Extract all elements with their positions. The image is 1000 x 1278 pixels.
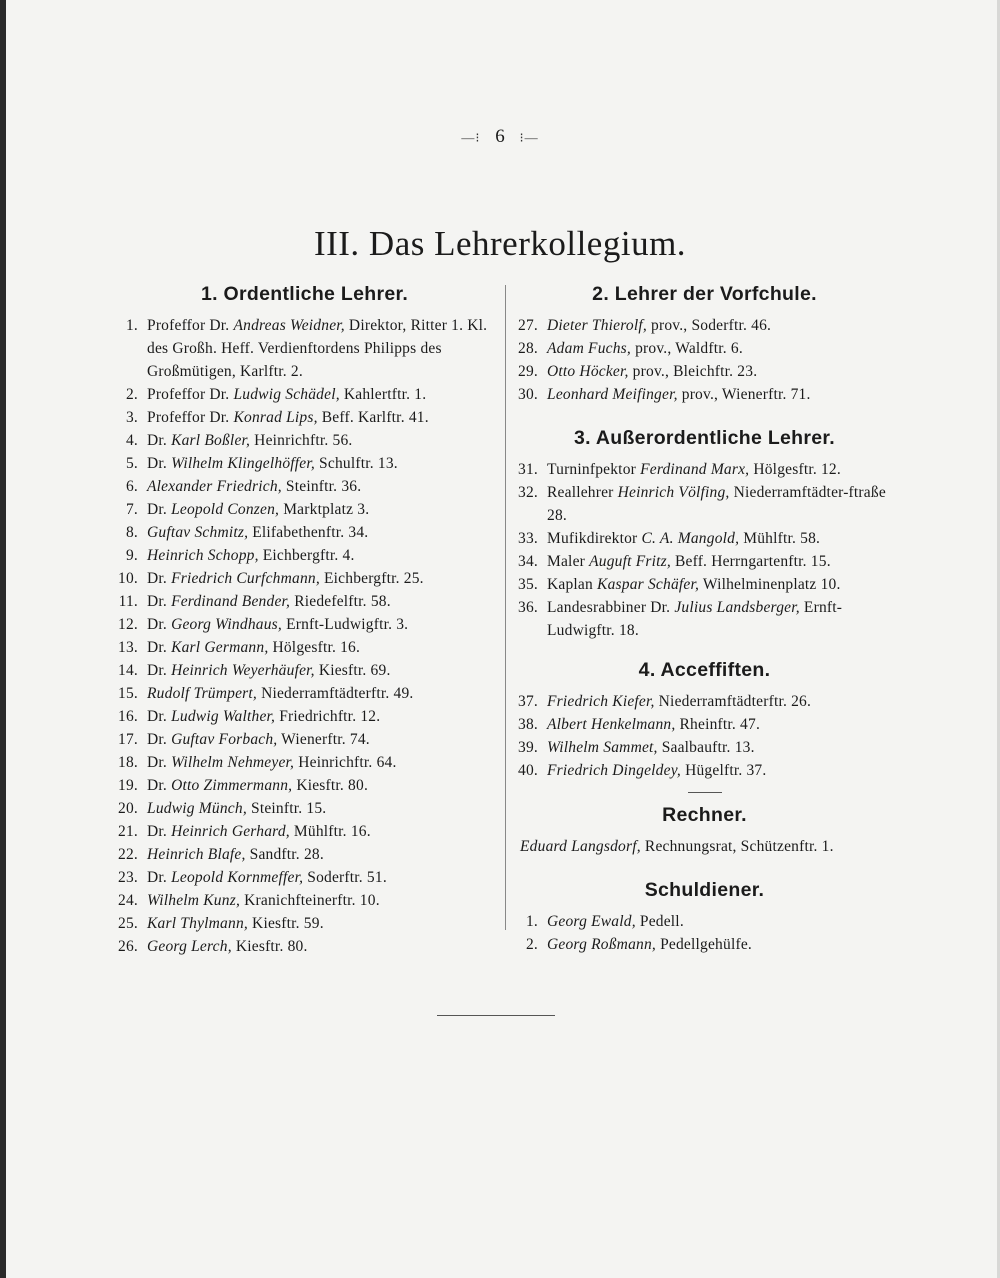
entry-details: Steinftr. 15. bbox=[246, 800, 327, 817]
entry-number: 30. bbox=[518, 386, 538, 403]
entry-name: Leopold Conzen, bbox=[171, 501, 280, 518]
entry-number: 2. bbox=[125, 386, 138, 403]
left-column bbox=[112, 280, 497, 958]
entry-title: Maler bbox=[547, 553, 590, 570]
list-item bbox=[512, 481, 897, 527]
section-heading-accessisten: 4. Acceffiften. bbox=[638, 659, 771, 681]
entry-number: 34. bbox=[518, 553, 538, 570]
entry-title: Mufikdirektor bbox=[547, 530, 642, 547]
entry-number: 35. bbox=[518, 576, 538, 593]
section-heading-rechner: Rechner. bbox=[662, 804, 747, 826]
entry-details: Marktplatz 3. bbox=[279, 501, 370, 518]
entry-title: Dr. bbox=[147, 432, 172, 449]
entry-details: Hölgesftr. 16. bbox=[268, 639, 361, 656]
list-item bbox=[112, 682, 497, 705]
entry-title: Profeffor Dr. bbox=[147, 409, 234, 426]
entry-name: Heinrich Gerhard, bbox=[171, 823, 290, 840]
short-divider bbox=[688, 792, 722, 793]
entry-name: Auguft Fritz, bbox=[589, 553, 671, 570]
list-item bbox=[112, 406, 497, 429]
entry-title: Reallehrer bbox=[547, 484, 618, 501]
entry-details: Hügelftr. 37. bbox=[681, 762, 767, 779]
entry-number: 1. bbox=[125, 317, 138, 334]
entry-details: Kahlertftr. 1. bbox=[339, 386, 427, 403]
entry-number: 38. bbox=[518, 716, 538, 733]
entry-name: Karl Thylmann, bbox=[147, 915, 248, 932]
entry-number: 40. bbox=[518, 762, 538, 779]
entry-details: prov., Soderftr. 46. bbox=[646, 317, 772, 334]
entry-name: Otto Zimmermann, bbox=[171, 777, 293, 794]
section-heading-ausserordentliche: 3. Außerordentliche Lehrer. bbox=[574, 427, 835, 449]
section-heading-vorschule: 2. Lehrer der Vorfchule. bbox=[592, 283, 817, 305]
entry-title: Dr. bbox=[147, 662, 172, 679]
entry-details: Schulftr. 13. bbox=[314, 455, 398, 472]
entry-details: Riedefelftr. 58. bbox=[290, 593, 391, 610]
entry-details: Kiesftr. 69. bbox=[314, 662, 391, 679]
entry-number: 15. bbox=[118, 685, 138, 702]
entry-details: Mühlftr. 16. bbox=[289, 823, 371, 840]
list-item bbox=[112, 659, 497, 682]
entry-name: Alexander Friedrich, bbox=[147, 478, 282, 495]
entry-details: prov., Bleichftr. 23. bbox=[628, 363, 758, 380]
list-item bbox=[112, 475, 497, 498]
entry-name: Heinrich Schopp, bbox=[147, 547, 259, 564]
entry-details: Eichbergftr. 25. bbox=[319, 570, 424, 587]
list-item bbox=[112, 912, 497, 935]
entry-number: 11. bbox=[118, 593, 138, 610]
entry-name: Andreas Weidner, bbox=[233, 317, 345, 334]
list-item bbox=[512, 933, 897, 956]
entry-name: Heinrich Völfing, bbox=[617, 484, 730, 501]
list-vorschule bbox=[512, 314, 897, 406]
rechner-name: Eduard Langsdorf, bbox=[520, 838, 641, 855]
entry-number: 21. bbox=[118, 823, 138, 840]
entry-name: Rudolf Trümpert, bbox=[147, 685, 257, 702]
bottom-divider bbox=[437, 1015, 555, 1016]
entry-name: Ludwig Walther, bbox=[171, 708, 276, 725]
list-schuldiener bbox=[512, 910, 897, 956]
entry-number: 33. bbox=[518, 530, 538, 547]
list-item bbox=[512, 314, 897, 337]
list-item bbox=[112, 774, 497, 797]
entry-name: Konrad Lips, bbox=[233, 409, 318, 426]
list-item bbox=[512, 337, 897, 360]
entry-name: Wilhelm Kunz, bbox=[147, 892, 241, 909]
list-item bbox=[112, 935, 497, 958]
list-item bbox=[512, 527, 897, 550]
entry-details: Wilhelminenplatz 10. bbox=[699, 576, 841, 593]
entry-number: 37. bbox=[518, 693, 538, 710]
entry-name: Dieter Thierolf, bbox=[547, 317, 647, 334]
entry-details: Sandftr. 28. bbox=[245, 846, 324, 863]
list-item bbox=[512, 360, 897, 383]
entry-name: Albert Henkelmann, bbox=[547, 716, 676, 733]
entry-name: Julius Landsberger, bbox=[674, 599, 800, 616]
entry-number: 17. bbox=[118, 731, 138, 748]
entry-number: 12. bbox=[118, 616, 138, 633]
entry-number: 13. bbox=[118, 639, 138, 656]
list-item bbox=[112, 728, 497, 751]
list-item bbox=[112, 820, 497, 843]
list-item bbox=[112, 567, 497, 590]
entry-details: Elifabethenftr. 34. bbox=[248, 524, 369, 541]
entry-title: Profeffor Dr. bbox=[147, 386, 234, 403]
entry-name: Ferdinand Bender, bbox=[171, 593, 291, 610]
entry-title: Dr. bbox=[147, 639, 172, 656]
section-heading-schuldiener: Schuldiener. bbox=[644, 879, 765, 901]
entry-details: Wienerftr. 74. bbox=[277, 731, 370, 748]
entry-details: Mühlftr. 58. bbox=[739, 530, 821, 547]
entry-number: 1. bbox=[525, 913, 538, 930]
entry-details: Niederramftädterftr. 26. bbox=[654, 693, 812, 710]
entry-name: Ferdinand Marx, bbox=[640, 461, 750, 478]
entry-number: 28. bbox=[518, 340, 538, 357]
entry-details: Saalbauftr. 13. bbox=[657, 739, 755, 756]
entry-number: 7. bbox=[125, 501, 138, 518]
list-item bbox=[112, 383, 497, 406]
list-item bbox=[112, 705, 497, 728]
entry-title: Dr. bbox=[147, 708, 172, 725]
entry-number: 16. bbox=[118, 708, 138, 725]
entry-title: Dr. bbox=[147, 455, 172, 472]
list-item bbox=[112, 636, 497, 659]
entry-number: 18. bbox=[118, 754, 138, 771]
entry-details: Niederramftädterftr. 49. bbox=[257, 685, 414, 702]
entry-name: Wilhelm Klingelhöffer, bbox=[171, 455, 315, 472]
list-item bbox=[112, 866, 497, 889]
entry-name: Leonhard Meifinger, bbox=[547, 386, 678, 403]
entry-name: Adam Fuchs, bbox=[547, 340, 631, 357]
entry-name: Karl Boßler, bbox=[171, 432, 251, 449]
list-item bbox=[112, 613, 497, 636]
entry-title: Kaplan bbox=[547, 576, 598, 593]
list-item bbox=[112, 889, 497, 912]
entry-details: Kiesftr. 80. bbox=[231, 938, 308, 955]
entry-number: 22. bbox=[118, 846, 138, 863]
entry-details: Direktor, Ritter 1. Kl. des Großh. Heff. Verdienftordens Philipps des Großmütigen, Karlftr. 2. bbox=[147, 317, 488, 380]
entry-number: 29. bbox=[518, 363, 538, 380]
list-item bbox=[112, 843, 497, 866]
entry-number: 36. bbox=[518, 599, 538, 616]
entry-details: Heinrichftr. 64. bbox=[294, 754, 397, 771]
entry-title: Dr. bbox=[147, 777, 172, 794]
entry-number: 9. bbox=[125, 547, 138, 564]
entry-name: Friedrich Dingeldey, bbox=[547, 762, 681, 779]
section-heading-ordentliche: 1. Ordentliche Lehrer. bbox=[200, 283, 409, 305]
entry-title: Dr. bbox=[147, 731, 172, 748]
entry-title: Dr. bbox=[147, 869, 172, 886]
entry-number: 4. bbox=[125, 432, 138, 449]
entry-number: 19. bbox=[118, 777, 138, 794]
entry-number: 24. bbox=[118, 892, 138, 909]
list-item bbox=[512, 736, 897, 759]
entry-name: Ludwig Schädel, bbox=[233, 386, 340, 403]
entry-details: Friedrichftr. 12. bbox=[275, 708, 381, 725]
entry-name: Friedrich Curfchmann, bbox=[171, 570, 320, 587]
list-item bbox=[512, 573, 897, 596]
list-item bbox=[512, 383, 897, 406]
right-column bbox=[512, 280, 897, 956]
entry-details: Niederramftädter-ftraße 28. bbox=[547, 484, 886, 524]
entry-details: Kiesftr. 80. bbox=[292, 777, 369, 794]
list-item bbox=[512, 550, 897, 573]
entry-title: Landesrabbiner Dr. bbox=[547, 599, 675, 616]
entry-details: Beff. Karlftr. 41. bbox=[317, 409, 429, 426]
entry-title: Turninfpektor bbox=[547, 461, 641, 478]
list-item bbox=[112, 314, 497, 383]
entry-details: prov., Waldftr. 6. bbox=[631, 340, 743, 357]
entry-number: 14. bbox=[118, 662, 138, 679]
entry-details: Soderftr. 51. bbox=[303, 869, 387, 886]
rechner-entry bbox=[512, 835, 897, 858]
entry-number: 39. bbox=[518, 739, 538, 756]
list-item bbox=[512, 690, 897, 713]
entry-name: Georg Lerch, bbox=[147, 938, 232, 955]
rechner-details: Rechnungsrat, Schützenftr. 1. bbox=[640, 838, 834, 855]
entry-details: Hölgesftr. 12. bbox=[749, 461, 841, 478]
entry-details: Eichbergftr. 4. bbox=[258, 547, 355, 564]
entry-details: Rheinftr. 47. bbox=[675, 716, 761, 733]
entry-title: Dr. bbox=[147, 754, 172, 771]
entry-number: 20. bbox=[118, 800, 138, 817]
entry-number: 10. bbox=[118, 570, 138, 587]
entry-number: 26. bbox=[118, 938, 138, 955]
entry-name: Georg Roßmann, bbox=[547, 936, 656, 953]
list-item bbox=[512, 910, 897, 933]
list-accessisten bbox=[512, 690, 897, 782]
list-item bbox=[112, 797, 497, 820]
entry-details: Ernft-Ludwigftr. 18. bbox=[547, 599, 843, 639]
entry-title: Dr. bbox=[147, 593, 172, 610]
list-ordentliche bbox=[112, 314, 497, 958]
entry-details: Steinftr. 36. bbox=[281, 478, 362, 495]
entry-title: Dr. bbox=[147, 501, 172, 518]
page-title: III. Das Lehrerkollegium. bbox=[313, 224, 687, 263]
page-number-value: 6 bbox=[495, 126, 505, 147]
list-item bbox=[512, 458, 897, 481]
entry-details: Pedellgehülfe. bbox=[656, 936, 752, 953]
entry-name: Friedrich Kiefer, bbox=[547, 693, 655, 710]
entry-number: 5. bbox=[125, 455, 138, 472]
entry-title: Dr. bbox=[147, 823, 172, 840]
entry-number: 25. bbox=[118, 915, 138, 932]
entry-title: Profeffor Dr. bbox=[147, 317, 234, 334]
entry-number: 6. bbox=[125, 478, 138, 495]
entry-name: Wilhelm Sammet, bbox=[547, 739, 658, 756]
entry-name: Karl Germann, bbox=[171, 639, 269, 656]
entry-number: 32. bbox=[518, 484, 538, 501]
list-ausserordentliche bbox=[512, 458, 897, 642]
entry-name: Georg Windhaus, bbox=[171, 616, 282, 633]
entry-details: Ernft-Ludwigftr. 3. bbox=[282, 616, 409, 633]
entry-details: Kranichfteinerftr. 10. bbox=[240, 892, 380, 909]
entry-name: Wilhelm Nehmeyer, bbox=[171, 754, 295, 771]
entry-number: 23. bbox=[118, 869, 138, 886]
entry-name: Ludwig Münch, bbox=[147, 800, 247, 817]
list-item bbox=[112, 590, 497, 613]
entry-number: 27. bbox=[518, 317, 538, 334]
list-item bbox=[112, 429, 497, 452]
ornament-left: —⁝ bbox=[461, 130, 481, 145]
entry-details: Kiesftr. 59. bbox=[247, 915, 324, 932]
entry-name: Kaspar Schäfer, bbox=[597, 576, 700, 593]
list-item bbox=[512, 596, 897, 642]
list-item bbox=[112, 521, 497, 544]
entry-title: Dr. bbox=[147, 570, 172, 587]
entry-details: Beff. Herrngartenftr. 15. bbox=[670, 553, 831, 570]
entry-name: Georg Ewald, bbox=[547, 913, 636, 930]
entry-name: Guftav Forbach, bbox=[171, 731, 278, 748]
entry-details: Heinrichftr. 56. bbox=[250, 432, 353, 449]
entry-name: Heinrich Weyerhäufer, bbox=[171, 662, 315, 679]
list-item bbox=[512, 759, 897, 782]
entry-details: Pedell. bbox=[635, 913, 684, 930]
page-number bbox=[0, 126, 1000, 148]
list-item bbox=[112, 751, 497, 774]
list-item bbox=[112, 452, 497, 475]
ornament-right: ⁝— bbox=[519, 130, 539, 145]
entry-number: 31. bbox=[518, 461, 538, 478]
column-divider bbox=[505, 285, 506, 930]
list-item bbox=[112, 544, 497, 567]
entry-name: Otto Höcker, bbox=[547, 363, 629, 380]
entry-number: 8. bbox=[125, 524, 138, 541]
entry-number: 2. bbox=[525, 936, 538, 953]
list-item bbox=[512, 713, 897, 736]
list-item bbox=[112, 498, 497, 521]
entry-title: Dr. bbox=[147, 616, 172, 633]
entry-name: Leopold Kornmeffer, bbox=[171, 869, 304, 886]
entry-number: 3. bbox=[125, 409, 138, 426]
entry-name: Heinrich Blafe, bbox=[147, 846, 246, 863]
entry-details: prov., Wienerftr. 71. bbox=[677, 386, 811, 403]
entry-name: Guftav Schmitz, bbox=[147, 524, 249, 541]
entry-name: C. A. Mangold, bbox=[641, 530, 740, 547]
